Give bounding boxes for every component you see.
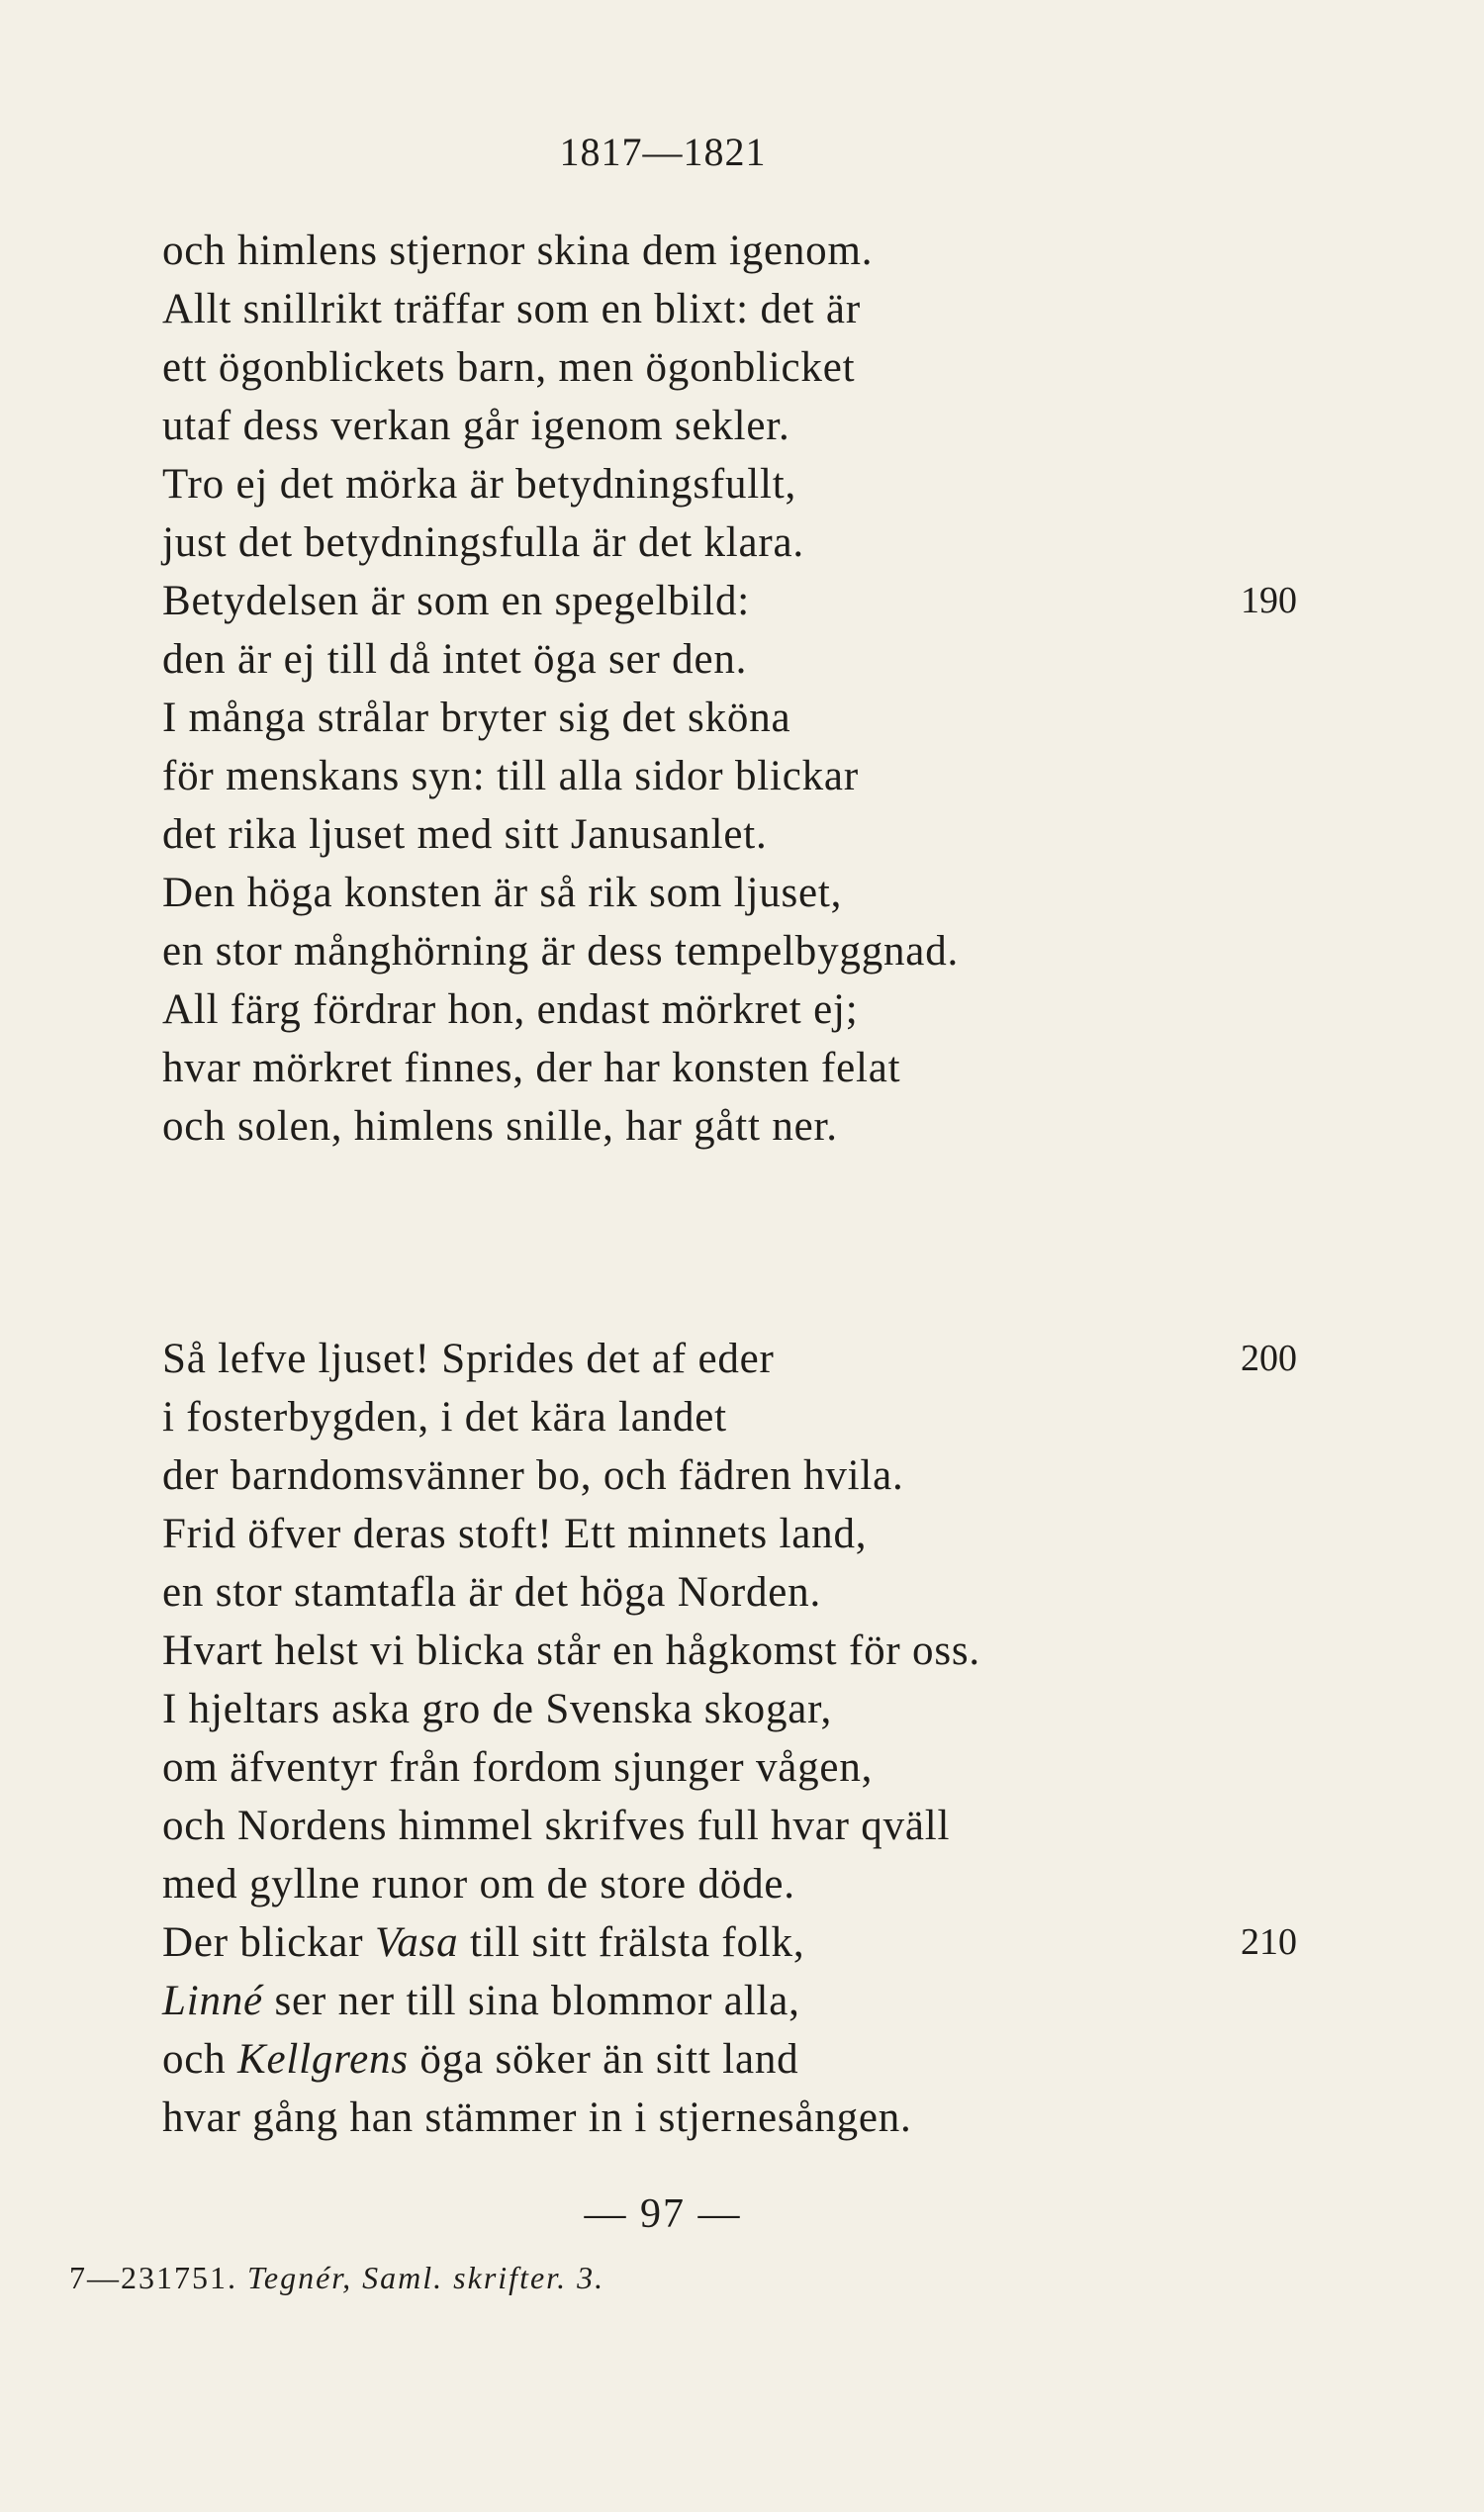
verse-text: Allt snillrikt träffar som en blixt: det är xyxy=(162,286,861,332)
verse-text: för menskans syn: till alla sidor blickar xyxy=(162,753,859,799)
verse-line xyxy=(162,455,1330,513)
verse-text: I många strålar bryter sig det sköna xyxy=(162,695,791,741)
verse-text-pre: Der blickar xyxy=(162,1919,375,1966)
page-number: — 97 — xyxy=(584,2191,742,2237)
verse-text: Den höga konsten är så rik som ljuset, xyxy=(162,870,843,916)
verse-line xyxy=(162,689,1330,747)
verse-text xyxy=(162,2036,798,2083)
verse-text: det rika ljuset med sitt Janusanlet. xyxy=(162,811,768,858)
verse-line xyxy=(162,1913,1330,1972)
verse-line xyxy=(162,864,1330,922)
verse-text: en stor månghörning är dess tempelbyggnad. xyxy=(162,928,960,975)
line-number: 210 xyxy=(1241,1921,1297,1963)
stanza-2 xyxy=(162,1330,1330,2147)
verse-name-italic: Kellgrens xyxy=(237,2036,409,2083)
verse-line xyxy=(162,980,1330,1039)
verse-line xyxy=(162,1563,1330,1622)
verse-line xyxy=(162,1738,1330,1797)
verse-text: hvar gång han stämmer in i stjernesången. xyxy=(162,2094,912,2141)
verse-text: utaf dess verkan går igenom sekler. xyxy=(162,403,790,449)
verse-line xyxy=(162,2089,1330,2147)
verse-line xyxy=(162,397,1330,455)
verse-line xyxy=(162,1388,1330,1446)
verse-text: I hjeltars aska gro de Svenska skogar, xyxy=(162,1686,833,1732)
verse-text: om äfventyr från fordom sjunger vågen, xyxy=(162,1744,874,1791)
verse-line xyxy=(162,1622,1330,1680)
line-number: 200 xyxy=(1241,1338,1297,1379)
verse-text-post: till sitt frälsta folk, xyxy=(458,1919,805,1966)
stanza-1 xyxy=(162,222,1330,1156)
verse-line xyxy=(162,1330,1330,1388)
verse-line xyxy=(162,1097,1330,1156)
verse-line xyxy=(162,805,1330,864)
verse-text-pre: och xyxy=(162,2036,238,2083)
verse-line xyxy=(162,338,1330,397)
verse-text: Frid öfver deras stoft! Ett minnets land, xyxy=(162,1511,868,1557)
verse-text: ett ögonblickets barn, men ögonblicket xyxy=(162,344,856,391)
verse-text-post: ser ner till sina blommor alla, xyxy=(262,1978,800,2024)
footer-author: Tegnér, xyxy=(247,2260,353,2295)
verse-text: en stor stamtafla är det höga Norden. xyxy=(162,1569,822,1616)
verse-name-italic: Vasa xyxy=(374,1919,459,1966)
verse-text: den är ej till då intet öga ser den. xyxy=(162,636,748,683)
verse-line xyxy=(162,280,1330,338)
verse-line xyxy=(162,1680,1330,1738)
verse-line xyxy=(162,572,1330,630)
verse-text: hvar mörkret finnes, der har konsten felat xyxy=(162,1045,901,1091)
verse-line xyxy=(162,1855,1330,1913)
verse-line xyxy=(162,513,1330,572)
verse-text: just det betydningsfulla är det klara. xyxy=(162,519,804,566)
verse-text: der barndomsvänner bo, och fädren hvila. xyxy=(162,1452,904,1499)
footer-work: Saml. skrifter. 3. xyxy=(362,2260,605,2295)
verse-text-post: öga söker än sitt land xyxy=(408,2036,799,2083)
verse-line xyxy=(162,630,1330,689)
verse-line xyxy=(162,1039,1330,1097)
running-head: 1817—1821 xyxy=(559,130,767,174)
verse-text: och Nordens himmel skrifves full hvar qväll xyxy=(162,1803,951,1849)
verse-text: och solen, himlens snille, har gått ner. xyxy=(162,1103,838,1150)
verse-line xyxy=(162,922,1330,980)
verse-text: All färg fördrar hon, endast mörkret ej; xyxy=(162,986,859,1033)
verse-text: med gyllne runor om de store döde. xyxy=(162,1861,795,1907)
verse-text: Hvart helst vi blicka står en hågkomst för oss. xyxy=(162,1628,980,1674)
verse-text: i fosterbygden, i det kära landet xyxy=(162,1394,727,1441)
line-number: 190 xyxy=(1241,580,1297,621)
verse-line xyxy=(162,1505,1330,1563)
footer-sheet-number: 7—231751. xyxy=(69,2260,237,2295)
verse-text: Så lefve ljuset! Sprides det af eder xyxy=(162,1336,775,1382)
verse-line xyxy=(162,1446,1330,1505)
verse-text: och himlens stjernor skina dem igenom. xyxy=(162,228,874,274)
verse-line xyxy=(162,1797,1330,1855)
footer-signature xyxy=(69,2260,604,2296)
verse-line xyxy=(162,1972,1330,2030)
verse-text xyxy=(162,1978,800,2024)
verse-text xyxy=(162,1919,804,1966)
verse-text: Betydelsen är som en spegelbild: xyxy=(162,578,751,624)
verse-line xyxy=(162,747,1330,805)
verse-name-italic: Linné xyxy=(162,1978,263,2024)
verse-line xyxy=(162,2030,1330,2089)
verse-line xyxy=(162,222,1330,280)
verse-text: Tro ej det mörka är betydningsfullt, xyxy=(162,461,797,508)
